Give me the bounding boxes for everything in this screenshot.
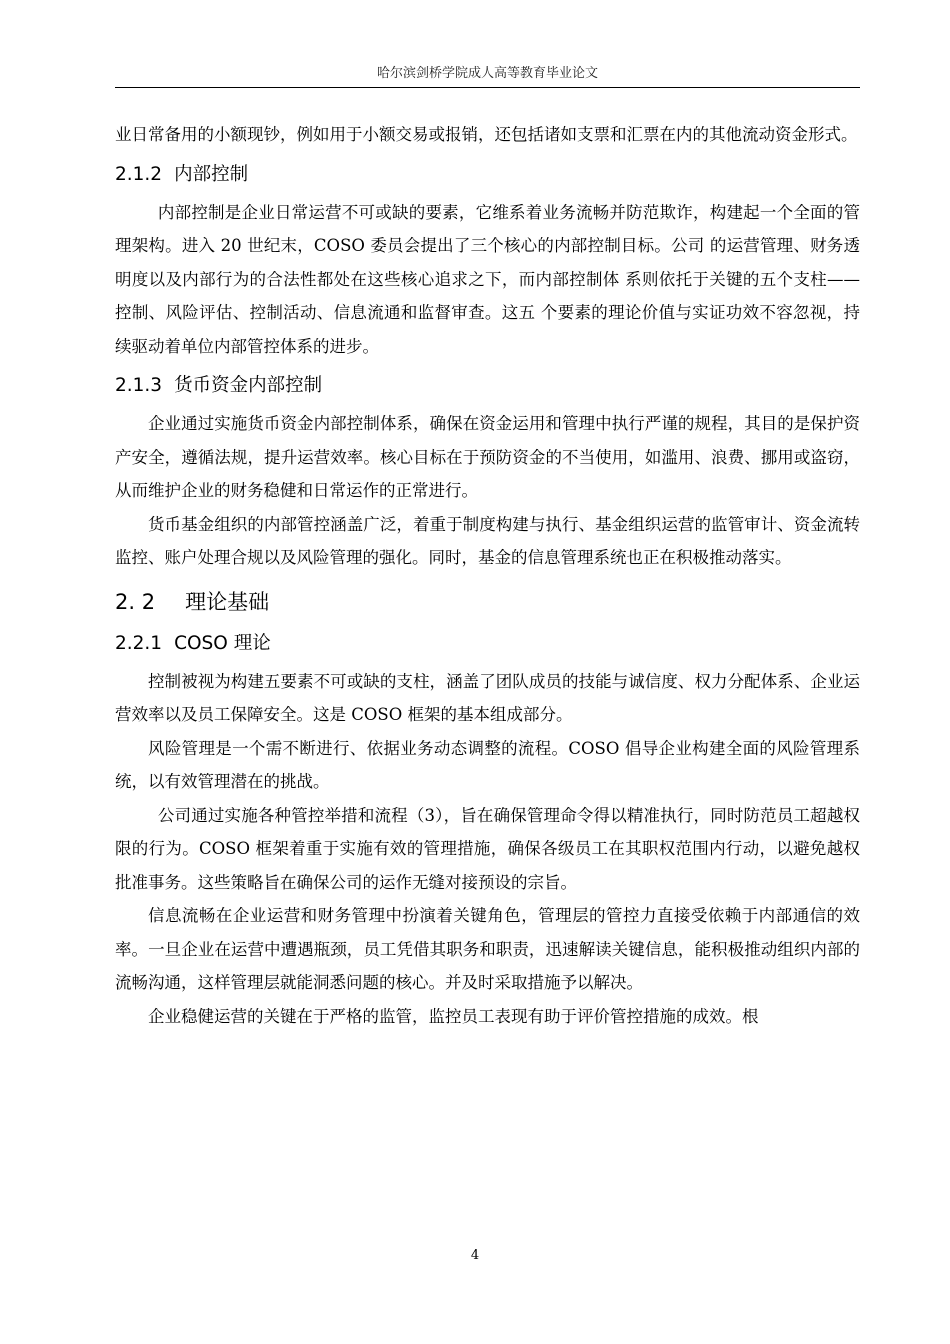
- paragraph: 信息流畅在企业运营和财务管理中扮演着关键角色，管理层的管控力直接受依赖于内部通信的效率。一旦企业在运营中遭遇瓶颈，员工凭借其职务和职责，迅速解读关键信息，能积极推动组织内部的流畅沟通，这样管理层就能洞悉问题的核心。并及时采取措施予以解决。: [115, 906, 860, 992]
- section-number: 2. 2: [115, 589, 156, 614]
- section-title: COSO 理论: [174, 632, 271, 654]
- paragraph: 控制被视为构建五要素不可或缺的支柱，涵盖了团队成员的技能与诚信度、权力分配体系、企业运营效率以及员工保障安全。这是 COSO 框架的基本组成部分。: [115, 671, 860, 724]
- section-number: 2.1.3: [115, 375, 163, 396]
- paragraph: 企业稳健运营的关键在于严格的监管，监控员工表现有助于评价管控措施的成效。根: [148, 1006, 759, 1026]
- header-rule: [115, 87, 860, 88]
- paragraph: 企业通过实施货币资金内部控制体系，确保在资金运用和管理中执行严谨的规程，其目的是保护资产安全，遵循法规，提升运营效率。核心目标在于预防资金的不当使用，如滥用、浪费、挪用或盗窃，从而维护企业的财务稳健和日常运作的正常进行。: [115, 414, 860, 500]
- page-number: 4: [470, 1248, 480, 1263]
- section-heading-2-2: [115, 583, 860, 621]
- section-heading-2-1-2: [115, 158, 860, 192]
- paragraph: 货币基金组织的内部管控涵盖广泛，着重于制度构建与执行、基金组织运营的监管审计、资金流转监控、账户处理合规以及风险管理的强化。同时，基金的信息管理系统也正在积极推动落实。: [115, 514, 860, 567]
- section-heading-2-2-1: [115, 627, 860, 661]
- section-title: 货币资金内部控制: [174, 375, 323, 396]
- paragraph-continued: 业日常备用的小额现钞，例如用于小额交易或报销，还包括诸如支票和汇票在内的其他流动资金形式。: [115, 125, 858, 144]
- section-number: 2.2.1: [115, 632, 163, 654]
- section-heading-2-1-3: [115, 369, 860, 403]
- section-title: 理论基础: [185, 589, 270, 614]
- paragraph: 风险管理是一个需不断进行、依据业务动态调整的流程。COSO 倡导企业构建全面的风险管理系统，以有效管理潜在的挑战。: [115, 738, 860, 791]
- section-number: 2.1.2: [115, 163, 163, 185]
- page-content: [115, 118, 860, 1033]
- section-title: 内部控制: [174, 163, 249, 185]
- running-header: 哈尔滨剑桥学院成人高等教育毕业论文: [376, 66, 598, 81]
- paragraph: 内部控制是企业日常运营不可或缺的要素，它维系着业务流畅并防范欺诈，构建起一个全面的管理架构。进入 20 世纪末，COSO 委员会提出了三个核心的内部控制目标。公司 的运营管理、财务透明度以及内部行为的合法性都处在这些核心追求之下，而内部控制体 系则依托于关键的五个支柱——控制、风险评估、控制活动、信息流通和监督审查。这五 个要素的理论价值与实证功效不容忽视，持续驱动着单位内部管控体系的进步。: [115, 202, 860, 356]
- paragraph: 公司通过实施各种管控举措和流程（3），旨在确保管理命令得以精准执行，同时防范员工超越权限的行为。COSO 框架着重于实施有效的管理措施，确保各级员工在其职权范围内行动，以避免越权批准事务。这些策略旨在确保公司的运作无缝对接预设的宗旨。: [115, 805, 860, 892]
